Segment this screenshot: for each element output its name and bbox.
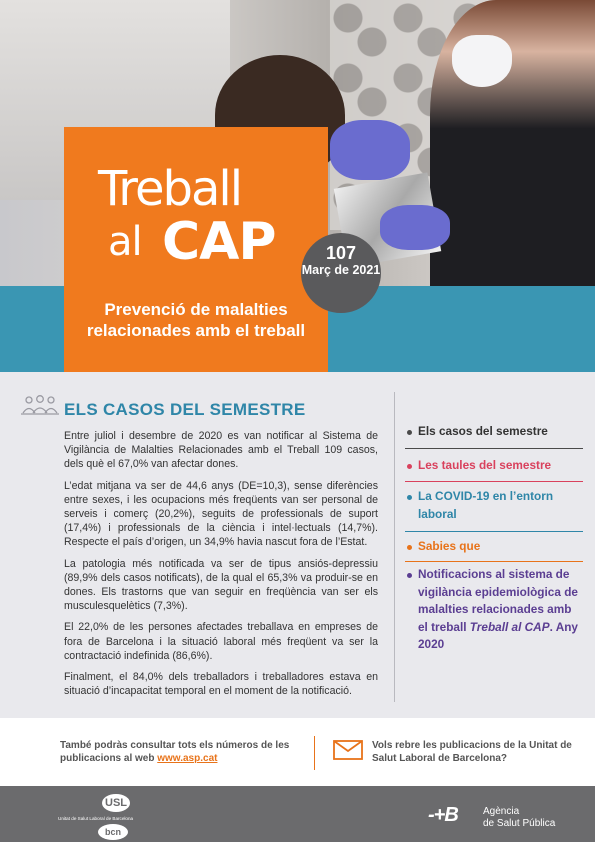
- title-line1: Treball: [98, 161, 242, 217]
- bullet-icon: [407, 464, 412, 469]
- section-title: ELS CASOS DEL SEMESTRE: [64, 400, 306, 419]
- toc-item-casos[interactable]: [405, 423, 583, 441]
- usl-logo-bottom: bcn: [98, 824, 128, 840]
- footer-web-label: També podràs consultar tots els números de les publicacions al web: [60, 740, 290, 764]
- website-link[interactable]: www.asp.cat: [157, 753, 218, 764]
- toc-label-main: Notificacions al sistema de vigilància epidemiològica de malalties relacionades amb el treball: [418, 567, 578, 634]
- title-line2-cap: CAP: [162, 212, 276, 272]
- bullet-icon: [407, 573, 412, 578]
- toc-label: [405, 566, 583, 654]
- toc-label-italic: Treball al CAP: [469, 619, 550, 634]
- toc-item-covid[interactable]: [405, 488, 583, 523]
- toc-divider: [405, 561, 583, 562]
- bullet-icon: [407, 545, 412, 550]
- footer-divider: [314, 736, 315, 770]
- title-panel: [64, 127, 328, 372]
- toc-divider: [405, 448, 583, 449]
- column-divider: [394, 392, 395, 702]
- hero-face-mask: [452, 35, 512, 87]
- issue-badge: [301, 233, 381, 313]
- toc-label: Els casos del semestre: [418, 424, 548, 438]
- toc-item-taules[interactable]: [405, 457, 583, 475]
- issue-number: 107: [325, 243, 357, 263]
- toc-label: Sabies que: [418, 539, 481, 553]
- aspb-logo: [428, 804, 578, 830]
- hero-glove-2: [380, 205, 450, 250]
- footer-web-text: [60, 739, 310, 765]
- paragraph: L’edat mitjana va ser de 44,6 anys (DE=10,3), sense diferències entre sexes, i les ocupacions més freqüents van ser personal de serveis i comerç (20,2%), seguits de professionals de suport (17,4%) i professionals de la ciència i intel·lectuals (14,7%). Respecte el país d’origen, un 34,9% havia nascut fora de l’Estat.: [64, 479, 378, 549]
- toc-label: Les taules del semestre: [418, 458, 552, 472]
- usl-logo-line: Unitat de Salut Laboral de Barcelona: [58, 816, 134, 821]
- toc-item-notificacions[interactable]: [405, 566, 583, 654]
- people-group-icon: [20, 394, 60, 416]
- hero-glove: [330, 120, 410, 180]
- subtitle: Prevenció de malalties relacionades amb el treball: [86, 300, 306, 340]
- toc-label: La COVID-19 en l’entorn laboral: [418, 489, 554, 521]
- aspb-line1: Agència: [483, 806, 520, 817]
- title-line2-al: al: [108, 219, 142, 265]
- bullet-icon: [407, 430, 412, 435]
- envelope-icon[interactable]: [333, 740, 363, 760]
- paragraph: La patologia més notificada va ser de tipus ansiós-depressiu (89,9% dels casos notificats), de la qual el 65,3% va produir-se en dones. Els trastorns que van seguir en freqüència van ser els musculesquelètics (7,3%).: [64, 557, 378, 613]
- toc-item-sabies[interactable]: [405, 538, 583, 556]
- bullet-icon: [407, 495, 412, 500]
- aspb-logo-mark: -+B: [428, 804, 458, 826]
- footer-info: [0, 718, 595, 786]
- aspb-logo-name: [483, 806, 555, 830]
- paragraph: Finalment, el 84,0% dels treballadors i treballadores estava en situació d’incapacitat temporal en el moment de la notificació.: [64, 671, 378, 698]
- aspb-line2: de Salut Pública: [483, 818, 556, 829]
- toc-divider: [405, 531, 583, 532]
- logo-bar: [0, 786, 595, 842]
- toc-divider: [405, 481, 583, 482]
- main-content: [0, 372, 595, 718]
- section-body: [64, 429, 378, 705]
- hero-hairdresser: [430, 0, 595, 286]
- footer-subscribe-text[interactable]: Vols rebre les publicacions de la Unitat de Salut Laboral de Barcelona?: [372, 740, 572, 764]
- paragraph: Entre juliol i desembre de 2020 es van notificar al Sistema de Vigilància de Malalties Relacionades amb el Treball 109 casos, dels què el 67,0% van afectar dones.: [64, 430, 378, 471]
- paragraph: El 22,0% de les persones afectades treballava en empreses de fora de Barcelona i la situació laboral més freqüent va ser la contractació indefinida (86,6%).: [64, 621, 378, 662]
- usl-logo: [58, 794, 148, 838]
- usl-logo-top: USL: [102, 794, 130, 812]
- issue-date: Març de 2021: [301, 263, 381, 277]
- toc-label-end: . Any 2020: [418, 619, 578, 651]
